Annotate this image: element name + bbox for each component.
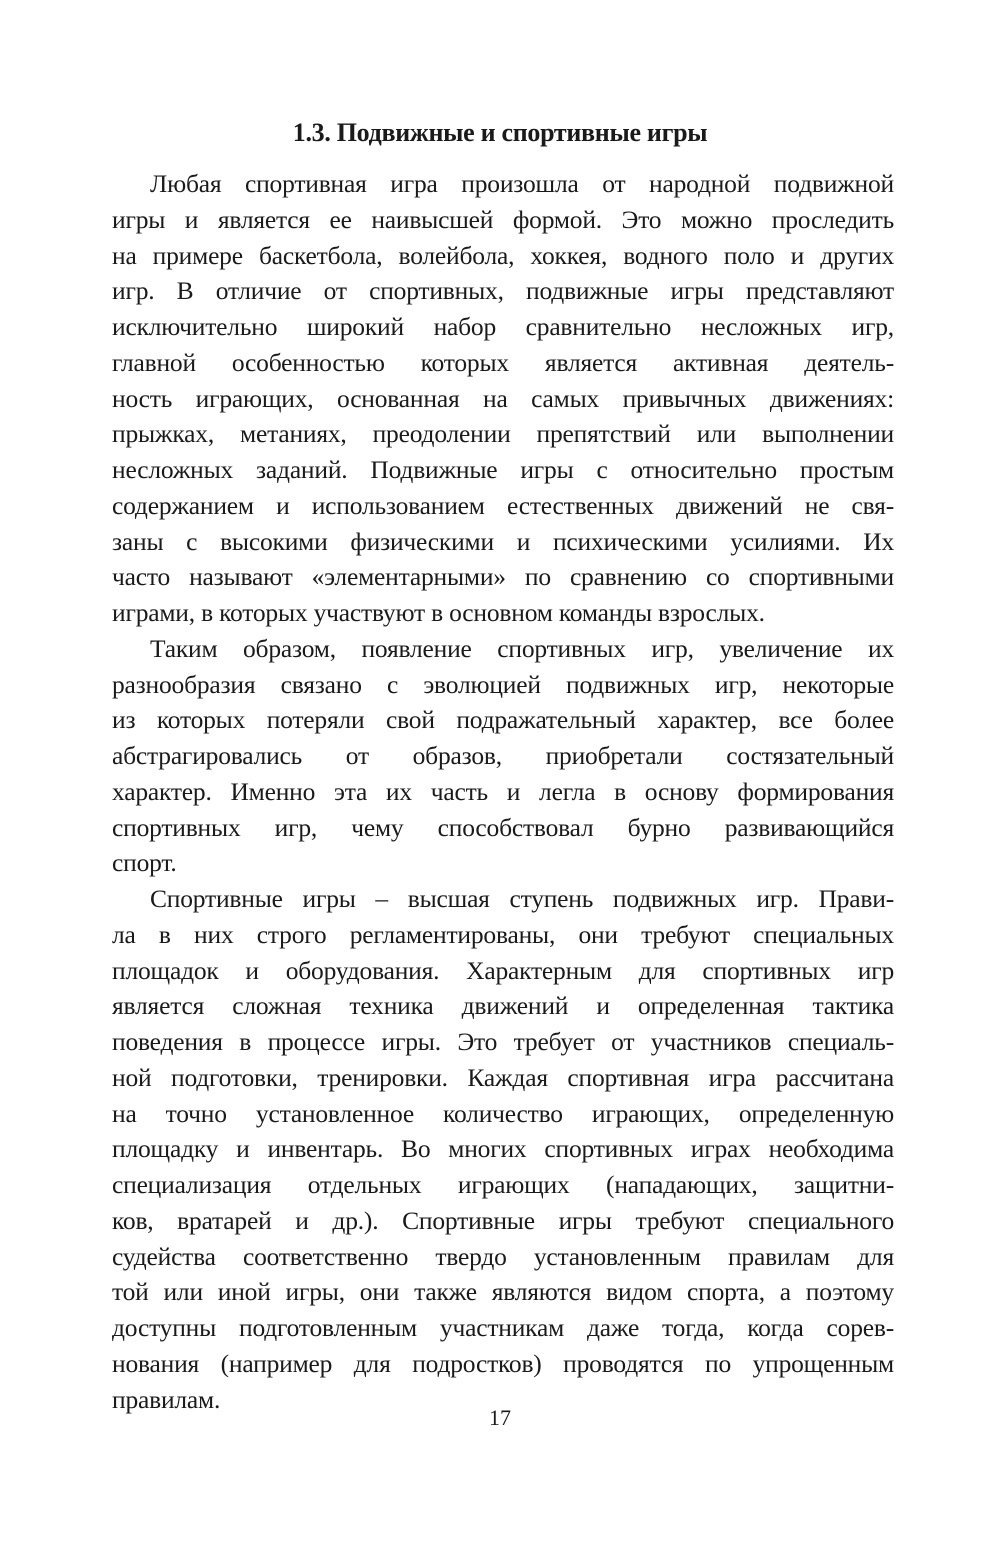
text-line: нования (например для подростков) проводятся по упрощенным	[112, 1348, 894, 1378]
text-line: той или иной игры, они также являются видом спорта, а поэтому	[112, 1277, 894, 1307]
text-line: несложных заданий. Подвижные игры с относительно простым	[112, 455, 894, 484]
text-line: Спортивные игры – высшая ступень подвижных игр. Прави-	[150, 884, 894, 913]
text-line: на примере баскетбола, волейбола, хоккея, водного поло и других	[112, 240, 894, 270]
text-line: специализация отдельных играющих (нападающих, защитни-	[112, 1170, 894, 1199]
text-line: площадок и оборудования. Характерным для спортивных игр	[112, 955, 894, 985]
text-line: ность играющих, основанная на самых привычных движениях:	[112, 383, 894, 413]
text-line: характер. Именно эта их часть и легла в основу формирования	[112, 776, 894, 806]
text-line: игр. В отличие от спортивных, подвижные игры представляют	[112, 276, 894, 306]
text-line: главной особенностью которых является активная деятель-	[112, 347, 894, 377]
text-line: спорт.	[112, 848, 177, 878]
section-title: 1.3. Подвижные и спортивные игры	[292, 118, 708, 147]
text-line: правилам.	[112, 1384, 221, 1414]
text-line: исключительно широкий набор сравнительно несложных игр,	[112, 312, 894, 341]
text-line: Любая спортивная игра произошла от народной подвижной	[150, 169, 894, 198]
page-number: 17	[489, 1405, 511, 1430]
text-line: ла в них строго регламентированы, они требуют специальных	[112, 919, 894, 949]
text-line: ной подготовки, тренировки. Каждая спортивная игра рассчитана	[112, 1062, 894, 1092]
text-line: Таким образом, появление спортивных игр, увеличение их	[150, 633, 894, 663]
text-line: ков, вратарей и др.). Спортивные игры требуют специального	[112, 1205, 894, 1235]
text-line: поведения в процессе игры. Это требует от участников специаль-	[112, 1027, 894, 1056]
body-text	[112, 166, 894, 1417]
text-line: играми, в которых участвуют в основном команды взрослых.	[112, 598, 765, 627]
text-line: площадку и инвентарь. Во многих спортивных играх необходима	[112, 1134, 894, 1164]
text-line: заны с высокими физическими и психическими усилиями. Их	[112, 526, 894, 556]
paragraph	[112, 881, 894, 1417]
paragraph	[112, 631, 894, 881]
text-line: на точно установленное количество играющих, определенную	[112, 1098, 894, 1128]
text-line: из которых потеряли свой подражательный характер, все более	[112, 705, 894, 735]
text-line: доступны подготовленным участникам даже тогда, когда сорев-	[112, 1313, 894, 1342]
text-line: содержанием и использованием естественных движений не свя-	[112, 490, 894, 520]
text-line: прыжках, метаниях, преодолении препятствий или выполнении	[112, 419, 894, 449]
paragraph	[112, 166, 894, 631]
text-line: спортивных игр, чему способствовал бурно развивающийся	[112, 812, 894, 842]
text-line: является сложная техника движений и определенная тактика	[112, 991, 894, 1021]
text-line: игры и является ее наивысшей формой. Это можно проследить	[112, 204, 894, 234]
text-line: судейства соответственно твердо установленным правилам для	[112, 1241, 894, 1271]
text-line: абстрагировались от образов, приобретали состязательный	[112, 741, 894, 770]
text-line: часто называют «элементарными» по сравнению со спортивными	[112, 562, 894, 592]
text-line: разнообразия связано с эволюцией подвижных игр, некоторые	[112, 669, 894, 699]
